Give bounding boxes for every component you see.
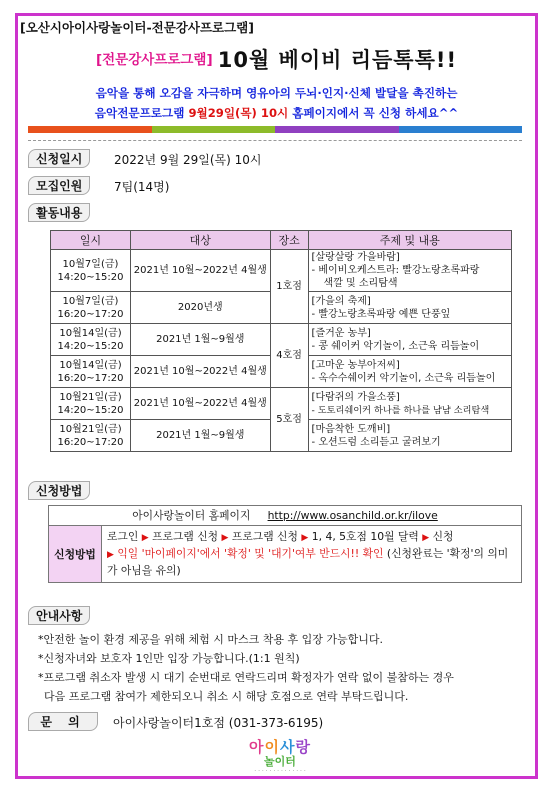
divider — [28, 140, 522, 141]
topic-cell: [가을의 축제] - 빨강노랑초록파랑 예쁜 단풍잎 — [308, 292, 511, 324]
intro-line-2: 음악전문프로그램 9월29일(목) 10시 홈페이지에서 꼭 신청 하세요^^ — [94, 106, 459, 120]
place-cell: 4호점 — [270, 324, 308, 388]
logo-char: 아 — [249, 738, 265, 756]
table-row — [51, 388, 512, 420]
color-bar — [28, 126, 522, 133]
program-title — [0, 44, 553, 74]
recruit-label: 모집인원 — [28, 176, 90, 195]
apply-method-table — [48, 505, 522, 583]
homepage-link[interactable]: http://www.osanchild.or.kr/ilove — [267, 509, 438, 522]
apply-method-row-label: 신청방법 — [49, 526, 102, 583]
color-bar-blue — [399, 126, 523, 133]
arrow-right-icon: ▶ — [221, 533, 229, 543]
place-cell: 1호점 — [270, 250, 308, 324]
arrow-right-icon: ▶ — [107, 550, 114, 560]
notice-label: 안내사항 — [28, 606, 90, 625]
date-cell: 10월21일(금) 16:20~17:20 — [51, 420, 131, 452]
confirm-note: (신청완료는 '확정'의 의미가 아님을 유의) — [107, 547, 509, 577]
ilove-logo — [220, 738, 340, 774]
topic-cell: [마음착한 도깨비] - 오션드럼 소리듣고 굴려보기 — [308, 420, 511, 452]
contact-value: 아이사랑놀이터1호점 (031-373-6195) — [113, 716, 324, 730]
schedule-header-row — [51, 231, 512, 250]
header-date: 일시 — [51, 231, 131, 250]
site-name: 아이사랑놀이터 홈페이지 — [132, 509, 251, 522]
date-cell: 10월14일(금) 16:20~17:20 — [51, 356, 131, 388]
date-cell: 10월7일(금) 14:20~15:20 — [51, 250, 131, 292]
url-row — [49, 506, 522, 526]
table-row — [51, 324, 512, 356]
color-bar-purple — [275, 126, 399, 133]
apply-date-label: 신청일시 — [28, 149, 90, 168]
arrow-right-icon: ▶ — [422, 533, 430, 543]
apply-deadline: 9월29일(목) 10시 — [188, 106, 289, 120]
apply-steps: 로그인 ▶ 프로그램 신청 ▶ 프로그램 신청 ▶ 1, 4, 5호점 10월 달력 ▶ 신청 ▶ 익일 '마이페이지'에서 '확정' 및 '대기'여부 반드시!! 확인 (신청완료는 '확정'의 의미가 아님을 유의) — [102, 526, 522, 583]
table-row — [51, 250, 512, 292]
notice-item: *신청자녀와 보호자 1인만 입장 가능합니다.(1:1 원칙) — [38, 652, 300, 665]
color-bar-orange — [28, 126, 152, 133]
steps-row — [49, 526, 522, 583]
target-cell: 2021년 1월~9월생 — [130, 324, 270, 356]
logo-tagline-graphic: · · · · · · · · · · · · · · — [254, 768, 306, 775]
logo-line-1: 아이사랑 — [249, 738, 311, 756]
notice-item: 다음 프로그램 참여가 제한되오니 취소 시 해당 호점으로 연락 부탁드립니다. — [44, 690, 409, 703]
date-cell: 10월7일(금) 16:20~17:20 — [51, 292, 131, 324]
header-topic: 주제 및 내용 — [308, 231, 511, 250]
program-tag: [전문강사프로그램] — [95, 52, 213, 68]
date-cell: 10월21일(금) 14:20~15:20 — [51, 388, 131, 420]
logo-line-2: 놀이터 — [264, 755, 296, 768]
topic-cell: [즐거운 농부] - 콩 쉐이커 악기놀이, 소근육 리듬놀이 — [308, 324, 511, 356]
activity-label: 활동내용 — [28, 203, 90, 222]
notice-list — [38, 630, 523, 706]
target-cell: 2021년 10월~2022년 4월생 — [130, 388, 270, 420]
recruit-value: 7팀(14명) — [114, 180, 170, 194]
topic-cell: [살랑살랑 가을바람] - 베이비오케스트라: 빨강노랑초록파랑 색깔 및 소리탐색 — [308, 250, 511, 292]
place-cell: 5호점 — [270, 388, 308, 452]
header-target: 대상 — [130, 231, 270, 250]
target-cell: 2021년 1월~9월생 — [130, 420, 270, 452]
header-place: 장소 — [270, 231, 308, 250]
apply-date-value: 2022년 9월 29일(목) 10시 — [114, 153, 262, 167]
organization-title: [오산시아이사랑놀이터-전문강사프로그램] — [20, 20, 254, 35]
schedule-table — [50, 230, 512, 452]
target-cell: 2020년생 — [130, 292, 270, 324]
target-cell: 2021년 10월~2022년 4월생 — [130, 356, 270, 388]
apply-method-label: 신청방법 — [28, 481, 90, 500]
topic-cell: [다람쥐의 가을소풍] - 도토리쉐이커 하나를 하나를 냠냠 소리탐색 — [308, 388, 511, 420]
arrow-right-icon: ▶ — [301, 533, 309, 543]
confirm-warning: 익일 '마이페이지'에서 '확정' 및 '대기'여부 반드시!! 확인 — [117, 547, 384, 560]
date-cell: 10월14일(금) 14:20~15:20 — [51, 324, 131, 356]
target-cell: 2021년 10월~2022년 4월생 — [130, 250, 270, 292]
contact-label: 문 의 — [28, 712, 98, 731]
color-bar-green — [152, 126, 276, 133]
arrow-right-icon: ▶ — [141, 533, 149, 543]
program-name: 10월 베이비 리듬톡톡!! — [217, 48, 458, 72]
intro-line-1: 음악을 통해 오감을 자극하며 영유아의 두뇌·인지·신체 발달을 촉진하는 — [95, 86, 458, 100]
topic-cell: [고마운 농부아저씨] - 옥수수쉐이커 악기놀이, 소근육 리듬놀이 — [308, 356, 511, 388]
notice-item: *프로그램 취소자 발생 시 대기 순번대로 연락드리며 확정자가 연락 없이 불참하는 경우 — [38, 671, 454, 684]
notice-item: *안전한 놀이 환경 제공을 위해 체험 시 마스크 착용 후 입장 가능합니다. — [38, 633, 383, 646]
